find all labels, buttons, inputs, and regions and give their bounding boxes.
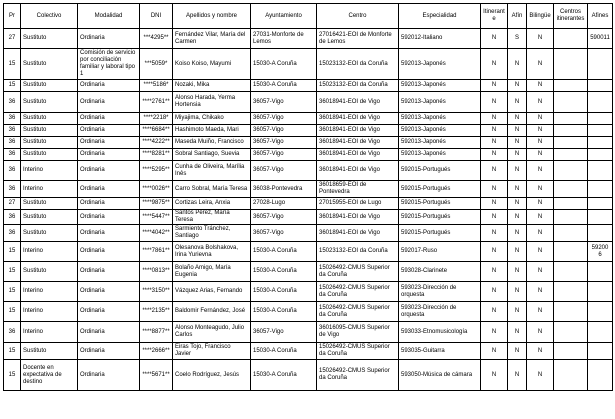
cell-ayuntamiento: 15030-A Coruña xyxy=(251,302,317,322)
cell-especialidad: 592013-Japonés xyxy=(399,149,481,161)
cell-bilingue: N xyxy=(527,210,554,225)
cell-modalidad: Ordinaria xyxy=(78,137,140,149)
cell-afines xyxy=(588,225,613,242)
header-modalidad: Modalidad xyxy=(78,4,140,29)
cell-centro: 15026492-CMUS Superior da Coruña xyxy=(317,262,399,282)
cell-afin: N xyxy=(508,80,527,92)
cell-bilingue: N xyxy=(527,262,554,282)
cell-centros-itinerantes xyxy=(554,322,588,343)
cell-afines xyxy=(588,92,613,113)
cell-afines xyxy=(588,210,613,225)
table-row xyxy=(4,302,613,322)
cell-centro: 36018941-EOI de Vigo xyxy=(317,137,399,149)
cell-centros-itinerantes xyxy=(554,29,588,49)
cell-centro: 36016095-CMUS Superior de Vigo xyxy=(317,322,399,343)
cell-especialidad: 593050-Música de cámara xyxy=(399,360,481,391)
cell-bilingue: N xyxy=(527,242,554,262)
cell-dni: ****2761** xyxy=(140,92,173,113)
cell-apellidos-nombre: Cunha de Oliveira, Marília Inês xyxy=(173,161,251,181)
cell-modalidad: Ordinaria xyxy=(78,262,140,282)
cell-itinerante: N xyxy=(481,360,508,391)
cell-itinerante: N xyxy=(481,302,508,322)
cell-colectivo: Interino xyxy=(21,242,78,262)
cell-centros-itinerantes xyxy=(554,149,588,161)
cell-bilingue: N xyxy=(527,92,554,113)
cell-bilingue: N xyxy=(527,29,554,49)
cell-centros-itinerantes xyxy=(554,302,588,322)
cell-afines xyxy=(588,360,613,391)
cell-centro: 27015955-EOI de Lugo xyxy=(317,198,399,210)
cell-apellidos-nombre: Cortizas Leira, Anxia xyxy=(173,198,251,210)
cell-apellidos-nombre: Eiras Tojo, Francisco Javier xyxy=(173,343,251,360)
table-row xyxy=(4,360,613,391)
header-centros-itinerantes: Centros itinerantes xyxy=(554,4,588,29)
cell-itinerante: N xyxy=(481,242,508,262)
cell-modalidad: Ordinaria xyxy=(78,225,140,242)
cell-pr: 15 xyxy=(4,242,21,262)
cell-itinerante: N xyxy=(481,49,508,80)
cell-afines xyxy=(588,161,613,181)
cell-dni: ****2135** xyxy=(140,302,173,322)
cell-dni: ****5671** xyxy=(140,360,173,391)
cell-itinerante: N xyxy=(481,322,508,343)
cell-ayuntamiento: 15030-A Coruña xyxy=(251,80,317,92)
cell-afines xyxy=(588,113,613,125)
cell-especialidad: 592012-Italiano xyxy=(399,29,481,49)
cell-itinerante: N xyxy=(481,137,508,149)
cell-modalidad: Ordinaria xyxy=(78,161,140,181)
table-row xyxy=(4,113,613,125)
cell-dni: ***5059* xyxy=(140,49,173,80)
cell-ayuntamiento: 27028-Lugo xyxy=(251,198,317,210)
cell-ayuntamiento: 15030-A Coruña xyxy=(251,282,317,302)
cell-modalidad: Ordinaria xyxy=(78,125,140,137)
table-row xyxy=(4,137,613,149)
cell-centros-itinerantes xyxy=(554,125,588,137)
cell-ayuntamiento: 36057-Vigo xyxy=(251,125,317,137)
cell-bilingue: N xyxy=(527,149,554,161)
cell-centro: 15026492-CMUS Superior da Coruña xyxy=(317,282,399,302)
cell-centro: 15026492-CMUS Superior da Coruña xyxy=(317,343,399,360)
cell-centro: 15023132-EOI da Coruña xyxy=(317,242,399,262)
cell-especialidad: 593033-Etnomusicología xyxy=(399,322,481,343)
cell-itinerante: N xyxy=(481,80,508,92)
cell-centro: 36018659-EOI de Pontevedra xyxy=(317,181,399,198)
cell-ayuntamiento: 36057-Vigo xyxy=(251,149,317,161)
cell-apellidos-nombre: Sarmiento Tránchez, Santiago xyxy=(173,225,251,242)
header-centro: Centro xyxy=(317,4,399,29)
cell-afin: N xyxy=(508,113,527,125)
cell-colectivo: Sustituto xyxy=(21,210,78,225)
cell-afin: N xyxy=(508,210,527,225)
cell-apellidos-nombre: Bolaño Amigo, María Eugenia xyxy=(173,262,251,282)
cell-pr: 36 xyxy=(4,181,21,198)
cell-afines xyxy=(588,137,613,149)
cell-colectivo: Sustituto xyxy=(21,262,78,282)
cell-centro: 15023132-EOI da Coruña xyxy=(317,49,399,80)
cell-colectivo: Interino xyxy=(21,282,78,302)
cell-afin: N xyxy=(508,262,527,282)
cell-dni: ****2666** xyxy=(140,343,173,360)
cell-centros-itinerantes xyxy=(554,137,588,149)
cell-dni: ****5295** xyxy=(140,161,173,181)
cell-ayuntamiento: 36057-Vigo xyxy=(251,161,317,181)
cell-pr: 36 xyxy=(4,225,21,242)
cell-bilingue: N xyxy=(527,49,554,80)
cell-pr: 27 xyxy=(4,198,21,210)
cell-afin: N xyxy=(508,225,527,242)
cell-afin: N xyxy=(508,149,527,161)
cell-centro: 36018941-EOI de Vigo xyxy=(317,113,399,125)
cell-ayuntamiento: 15030-A Coruña xyxy=(251,360,317,391)
cell-modalidad: Ordinaria xyxy=(78,29,140,49)
cell-ayuntamiento: 36038-Pontevedra xyxy=(251,181,317,198)
cell-centro: 15026492-CMUS Superior da Coruña xyxy=(317,360,399,391)
cell-colectivo: Sustituto xyxy=(21,113,78,125)
cell-pr: 15 xyxy=(4,80,21,92)
cell-dni: ****8281** xyxy=(140,149,173,161)
header-itinerante: Itinerante xyxy=(481,4,508,29)
cell-itinerante: N xyxy=(481,262,508,282)
cell-bilingue: N xyxy=(527,125,554,137)
cell-afin: N xyxy=(508,198,527,210)
cell-especialidad: 593028-Clarinete xyxy=(399,262,481,282)
cell-dni: ****8877** xyxy=(140,322,173,343)
cell-colectivo: Interino xyxy=(21,322,78,343)
cell-itinerante: N xyxy=(481,343,508,360)
cell-afines xyxy=(588,343,613,360)
cell-centros-itinerantes xyxy=(554,92,588,113)
cell-ayuntamiento: 36057-Vigo xyxy=(251,137,317,149)
cell-apellidos-nombre: Fernández Vilar, María del Carmen xyxy=(173,29,251,49)
cell-especialidad: 593023-Dirección de orquesta xyxy=(399,282,481,302)
cell-pr: 15 xyxy=(4,343,21,360)
cell-afin: N xyxy=(508,343,527,360)
cell-afines xyxy=(588,80,613,92)
cell-centros-itinerantes xyxy=(554,80,588,92)
cell-modalidad: Ordinaria xyxy=(78,198,140,210)
cell-ayuntamiento: 36057-Vigo xyxy=(251,322,317,343)
cell-colectivo: Interino xyxy=(21,161,78,181)
cell-bilingue: N xyxy=(527,198,554,210)
cell-colectivo: Sustituto xyxy=(21,125,78,137)
cell-pr: 36 xyxy=(4,210,21,225)
cell-afin: N xyxy=(508,92,527,113)
cell-ayuntamiento: 15030-A Coruña xyxy=(251,49,317,80)
cell-bilingue: N xyxy=(527,161,554,181)
cell-modalidad: Ordinaria xyxy=(78,343,140,360)
cell-ayuntamiento: 36057-Vigo xyxy=(251,225,317,242)
cell-colectivo: Sustituto xyxy=(21,137,78,149)
cell-centros-itinerantes xyxy=(554,262,588,282)
cell-especialidad: 592013-Japonés xyxy=(399,80,481,92)
cell-dni: ****3150** xyxy=(140,282,173,302)
cell-bilingue: N xyxy=(527,137,554,149)
cell-centro: 27016421-EOI de Monforte de Lemos xyxy=(317,29,399,49)
cell-modalidad: Ordinaria xyxy=(78,113,140,125)
header-dni: DNI xyxy=(140,4,173,29)
cell-modalidad: Ordinaria xyxy=(78,181,140,198)
cell-centros-itinerantes xyxy=(554,181,588,198)
cell-afin: N xyxy=(508,181,527,198)
cell-dni: ****4222** xyxy=(140,137,173,149)
cell-pr: 36 xyxy=(4,322,21,343)
cell-pr: 36 xyxy=(4,161,21,181)
cell-colectivo: Sustituto xyxy=(21,49,78,80)
cell-afin: N xyxy=(508,282,527,302)
cell-itinerante: N xyxy=(481,225,508,242)
cell-colectivo: Sustituto xyxy=(21,149,78,161)
cell-colectivo: Sustituto xyxy=(21,29,78,49)
table-row xyxy=(4,210,613,225)
cell-colectivo: Sustituto xyxy=(21,343,78,360)
cell-dni: ****6684** xyxy=(140,125,173,137)
table-row xyxy=(4,262,613,282)
table-row xyxy=(4,225,613,242)
cell-centros-itinerantes xyxy=(554,282,588,302)
cell-centros-itinerantes xyxy=(554,360,588,391)
cell-centros-itinerantes xyxy=(554,49,588,80)
header-apellidos-nombre: Apellidos y nombre xyxy=(173,4,251,29)
cell-afines xyxy=(588,49,613,80)
cell-apellidos-nombre: Hashimoto Maeda, Mari xyxy=(173,125,251,137)
cell-apellidos-nombre: Alonso Monteagudo, Julio Carlos xyxy=(173,322,251,343)
cell-ayuntamiento: 36057-Vigo xyxy=(251,92,317,113)
cell-afin: N xyxy=(508,137,527,149)
cell-modalidad: Ordinaria xyxy=(78,80,140,92)
table-row xyxy=(4,149,613,161)
cell-pr: 27 xyxy=(4,29,21,49)
cell-itinerante: N xyxy=(481,181,508,198)
table-row xyxy=(4,125,613,137)
cell-afin: N xyxy=(508,161,527,181)
cell-centros-itinerantes xyxy=(554,198,588,210)
cell-centros-itinerantes xyxy=(554,343,588,360)
header-bilingue: Bilingüe xyxy=(527,4,554,29)
cell-colectivo: Sustituto xyxy=(21,225,78,242)
header-especialidad: Especialidad xyxy=(399,4,481,29)
cell-apellidos-nombre: Koiso Koiso, Mayumi xyxy=(173,49,251,80)
cell-modalidad: Ordinaria xyxy=(78,210,140,225)
cell-itinerante: N xyxy=(481,198,508,210)
header-ayuntamiento: Ayuntamiento xyxy=(251,4,317,29)
cell-especialidad: 592015-Portugués xyxy=(399,198,481,210)
cell-dni: ****5447** xyxy=(140,210,173,225)
cell-colectivo: Interino xyxy=(21,181,78,198)
cell-especialidad: 592013-Japonés xyxy=(399,92,481,113)
cell-centros-itinerantes xyxy=(554,225,588,242)
cell-modalidad: Ordinaria xyxy=(78,282,140,302)
cell-afin: N xyxy=(508,49,527,80)
table-row xyxy=(4,343,613,360)
cell-centro: 15023132-EOI da Coruña xyxy=(317,80,399,92)
table-row xyxy=(4,322,613,343)
cell-itinerante: N xyxy=(481,125,508,137)
cell-afin: N xyxy=(508,125,527,137)
cell-pr: 15 xyxy=(4,360,21,391)
cell-centros-itinerantes xyxy=(554,113,588,125)
cell-apellidos-nombre: Sobral Santiago, Suevia xyxy=(173,149,251,161)
cell-afines xyxy=(588,322,613,343)
cell-bilingue: N xyxy=(527,181,554,198)
cell-modalidad: Comisión de servicio por conciliación familiar y laboral tipo 1 xyxy=(78,49,140,80)
cell-especialidad: 592015-Portugués xyxy=(399,161,481,181)
cell-afines xyxy=(588,282,613,302)
cell-pr: 15 xyxy=(4,282,21,302)
cell-especialidad: 592017-Ruso xyxy=(399,242,481,262)
cell-pr: 36 xyxy=(4,149,21,161)
cell-apellidos-nombre: Carro Sobral, María Teresa xyxy=(173,181,251,198)
table-row xyxy=(4,80,613,92)
table-body xyxy=(4,29,613,391)
cell-dni: ****9875** xyxy=(140,198,173,210)
cell-afines: 592006 xyxy=(588,242,613,262)
cell-modalidad: Ordinaria xyxy=(78,302,140,322)
cell-ayuntamiento: 27031-Monforte de Lemos xyxy=(251,29,317,49)
cell-apellidos-nombre: Olesanova Bolshakova, Irina Yurievna xyxy=(173,242,251,262)
cell-bilingue: N xyxy=(527,80,554,92)
table-row xyxy=(4,49,613,80)
table-row xyxy=(4,282,613,302)
cell-apellidos-nombre: Baldomir Fernández, José xyxy=(173,302,251,322)
cell-afin: S xyxy=(508,29,527,49)
cell-ayuntamiento: 15030-A Coruña xyxy=(251,343,317,360)
table-row xyxy=(4,92,613,113)
cell-bilingue: N xyxy=(527,302,554,322)
table-row xyxy=(4,161,613,181)
cell-bilingue: N xyxy=(527,322,554,343)
cell-modalidad: Ordinaria xyxy=(78,242,140,262)
cell-itinerante: N xyxy=(481,29,508,49)
cell-bilingue: N xyxy=(527,343,554,360)
cell-itinerante: N xyxy=(481,210,508,225)
cell-ayuntamiento: 36057-Vigo xyxy=(251,210,317,225)
cell-afines xyxy=(588,198,613,210)
cell-pr: 36 xyxy=(4,137,21,149)
cell-afin: N xyxy=(508,322,527,343)
cell-dni: ***4295** xyxy=(140,29,173,49)
cell-pr: 15 xyxy=(4,49,21,80)
cell-apellidos-nombre: Alonso Harada, Yerma Hortensia xyxy=(173,92,251,113)
cell-apellidos-nombre: Santos Pérez, María Teresa xyxy=(173,210,251,225)
cell-modalidad: Ordinaria xyxy=(78,149,140,161)
cell-ayuntamiento: 15030-A Coruña xyxy=(251,262,317,282)
cell-bilingue: N xyxy=(527,360,554,391)
cell-colectivo: Docente en expectativa de destino xyxy=(21,360,78,391)
cell-colectivo: Sustituto xyxy=(21,80,78,92)
cell-pr: 36 xyxy=(4,113,21,125)
cell-apellidos-nombre: Vázquez Arias, Fernando xyxy=(173,282,251,302)
cell-dni: ****0813** xyxy=(140,262,173,282)
cell-afines: 590011 xyxy=(588,29,613,49)
header-pr: Pr xyxy=(4,4,21,29)
header-afines: Afines xyxy=(588,4,613,29)
cell-afin: N xyxy=(508,302,527,322)
cell-bilingue: N xyxy=(527,225,554,242)
cell-apellidos-nombre: Miyajima, Chikako xyxy=(173,113,251,125)
cell-centro: 36018941-EOI de Vigo xyxy=(317,225,399,242)
cell-especialidad: 592013-Japonés xyxy=(399,137,481,149)
cell-ayuntamiento: 36057-Vigo xyxy=(251,113,317,125)
cell-dni: ****7861** xyxy=(140,242,173,262)
cell-dni: ****4042** xyxy=(140,225,173,242)
cell-afines xyxy=(588,149,613,161)
cell-pr: 36 xyxy=(4,125,21,137)
cell-apellidos-nombre: Coelo Rodríguez, Jesús xyxy=(173,360,251,391)
cell-afin: N xyxy=(508,242,527,262)
cell-modalidad: Ordinaria xyxy=(78,92,140,113)
cell-centros-itinerantes xyxy=(554,242,588,262)
cell-especialidad: 592015-Portugués xyxy=(399,225,481,242)
cell-bilingue: N xyxy=(527,113,554,125)
cell-especialidad: 592013-Japonés xyxy=(399,113,481,125)
table-row xyxy=(4,198,613,210)
cell-pr: 15 xyxy=(4,262,21,282)
cell-especialidad: 592013-Japonés xyxy=(399,125,481,137)
cell-afines xyxy=(588,302,613,322)
cell-centro: 36018941-EOI de Vigo xyxy=(317,149,399,161)
cell-centro: 36018941-EOI de Vigo xyxy=(317,161,399,181)
cell-modalidad: Ordinaria xyxy=(78,360,140,391)
table-row xyxy=(4,181,613,198)
cell-colectivo: Sustituto xyxy=(21,198,78,210)
cell-apellidos-nombre: Maseda Muiño, Francisco xyxy=(173,137,251,149)
cell-apellidos-nombre: Nozaki, Mika xyxy=(173,80,251,92)
cell-dni: ****5186* xyxy=(140,80,173,92)
header-colectivo: Colectivo xyxy=(21,4,78,29)
cell-especialidad: 592015-Portugués xyxy=(399,181,481,198)
cell-centro: 36018941-EOI de Vigo xyxy=(317,210,399,225)
table-row xyxy=(4,29,613,49)
cell-itinerante: N xyxy=(481,92,508,113)
cell-afin: N xyxy=(508,360,527,391)
cell-itinerante: N xyxy=(481,149,508,161)
cell-dni: ****2218* xyxy=(140,113,173,125)
cell-pr: 15 xyxy=(4,302,21,322)
cell-bilingue: N xyxy=(527,282,554,302)
cell-especialidad: 592013-Japonés xyxy=(399,49,481,80)
cell-modalidad: Ordinaria xyxy=(78,322,140,343)
cell-pr: 36 xyxy=(4,92,21,113)
cell-itinerante: N xyxy=(481,282,508,302)
header-afin: Afín xyxy=(508,4,527,29)
cell-centro: 36018941-EOI de Vigo xyxy=(317,92,399,113)
cell-afines xyxy=(588,125,613,137)
cell-itinerante: N xyxy=(481,113,508,125)
adjudication-table xyxy=(3,3,613,391)
cell-centro: 36018941-EOI de Vigo xyxy=(317,125,399,137)
cell-afines xyxy=(588,181,613,198)
cell-especialidad: 593023-Dirección de orquesta xyxy=(399,302,481,322)
cell-itinerante: N xyxy=(481,161,508,181)
cell-centro: 15026492-CMUS Superior da Coruña xyxy=(317,302,399,322)
cell-dni: ****0026** xyxy=(140,181,173,198)
cell-colectivo: Interino xyxy=(21,302,78,322)
cell-colectivo: Sustituto xyxy=(21,92,78,113)
cell-especialidad: 593035-Guitarra xyxy=(399,343,481,360)
cell-afines xyxy=(588,262,613,282)
cell-especialidad: 592015-Portugués xyxy=(399,210,481,225)
cell-ayuntamiento: 15030-A Coruña xyxy=(251,242,317,262)
table-row xyxy=(4,242,613,262)
cell-centros-itinerantes xyxy=(554,161,588,181)
table-header-row xyxy=(4,4,613,29)
cell-centros-itinerantes xyxy=(554,210,588,225)
